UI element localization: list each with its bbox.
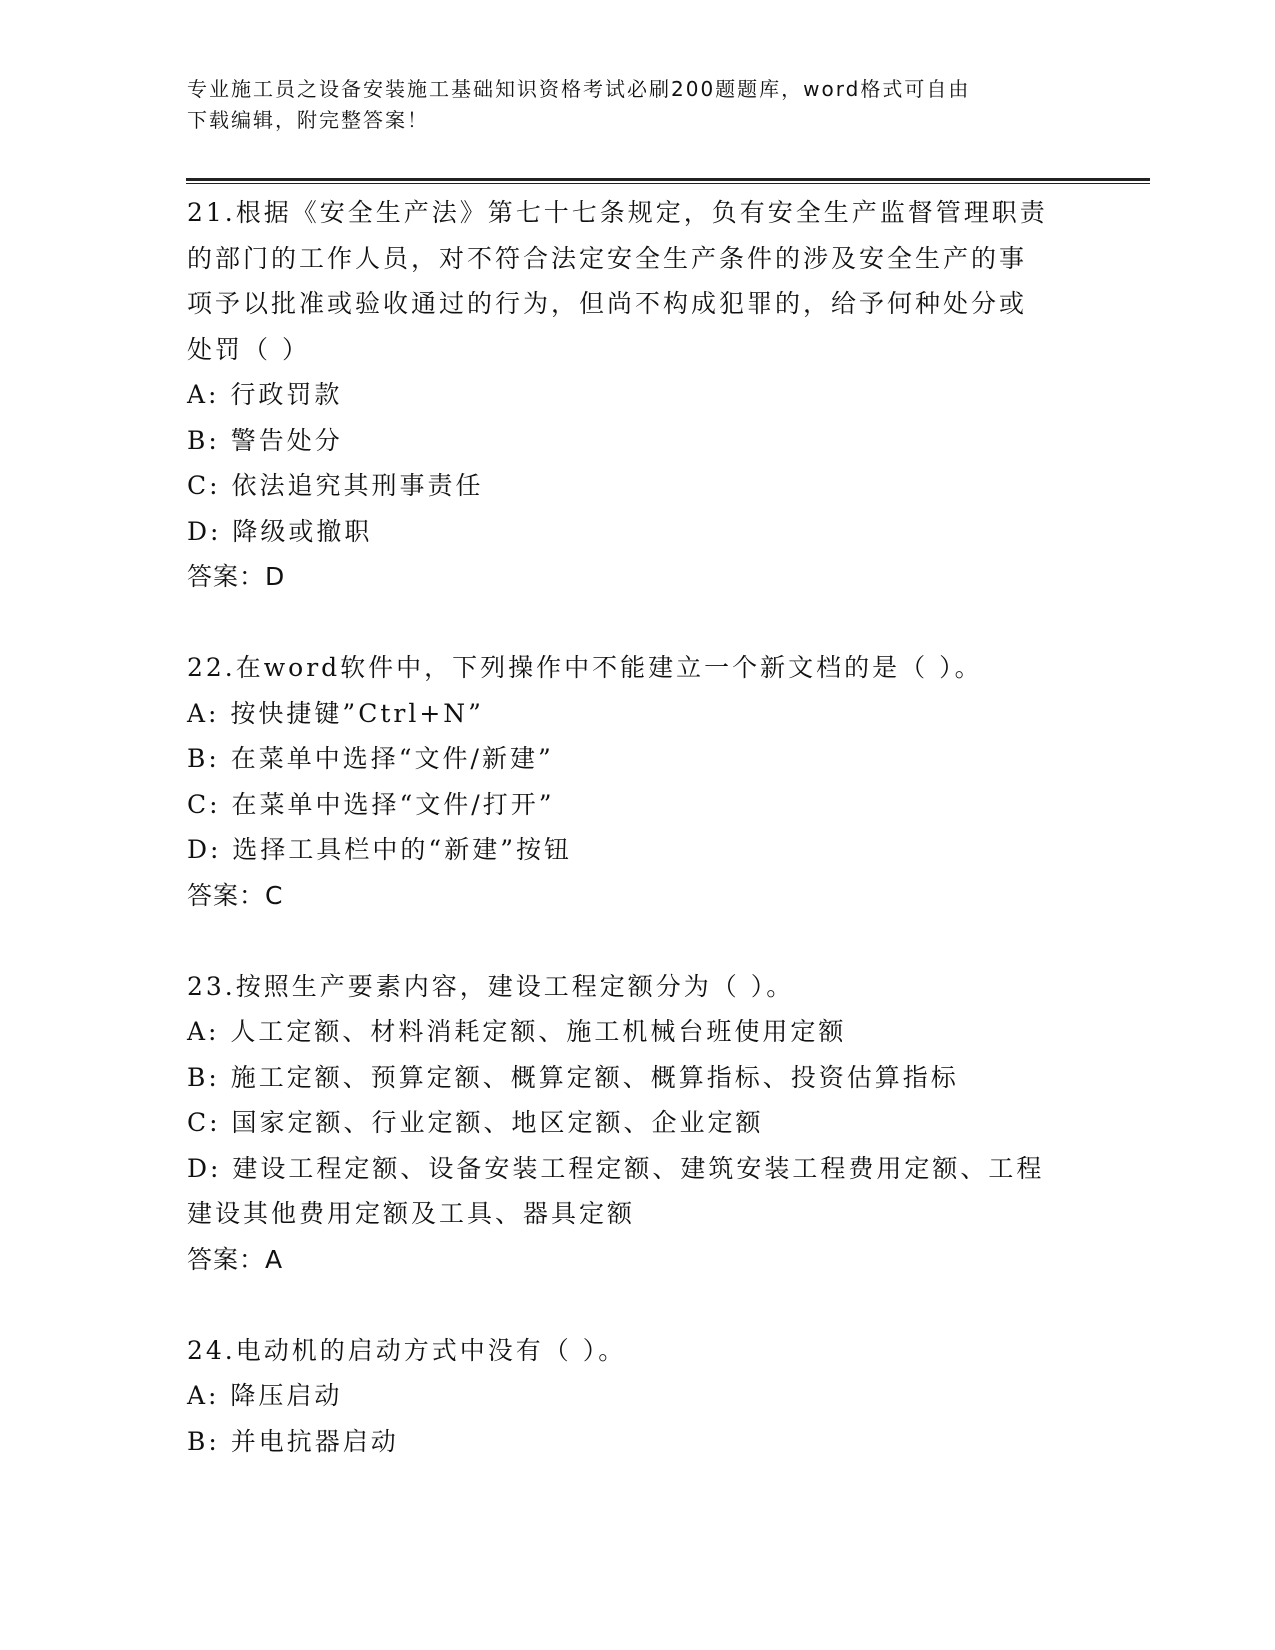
header-line: 专业施工员之设备安装施工基础知识资格考试必刷200题题库，word格式可自由: [187, 77, 971, 101]
option-b: B: 施工定额、预算定额、概算定额、概算指标、投资估算指标: [187, 1062, 959, 1092]
question-stem-line: 项予以批准或验收通过的行为，但尚不构成犯罪的，给予何种处分或: [187, 289, 1028, 318]
question-stem-line: 23.按照生产要素内容，建设工程定额分为（ ）。: [187, 971, 795, 1001]
option-c: C: 在菜单中选择“文件/打开”: [187, 789, 555, 819]
question-22: [187, 645, 1087, 918]
question-24: [187, 1328, 1087, 1465]
option-d: D: 选择工具栏中的“新建”按钮: [187, 835, 572, 864]
answer: 答案：D: [187, 562, 286, 591]
header-line: 下载编辑，附完整答案！: [187, 108, 429, 132]
question-21: [187, 190, 1087, 600]
answer: 答案：A: [187, 1244, 284, 1274]
question-stem-line: 处罚（ ）: [187, 334, 310, 364]
option-c: C: 依法追究其刑事责任: [187, 471, 484, 500]
document-header: [187, 74, 1067, 136]
option-a: A: 人工定额、材料消耗定额、施工机械台班使用定额: [187, 1017, 847, 1046]
answer: 答案：C: [187, 880, 284, 910]
question-stem-line: 的部门的工作人员，对不符合法定安全生产条件的涉及安全生产的事: [187, 243, 1028, 273]
option-b: B: 警告处分: [187, 425, 343, 455]
option-d-continued: 建设其他费用定额及工具、器具定额: [187, 1199, 636, 1228]
header-divider-thin: [186, 183, 1150, 184]
option-b: B: 并电抗器启动: [187, 1426, 399, 1456]
option-b: B: 在菜单中选择“文件/新建”: [187, 744, 554, 773]
question-list: [187, 190, 1087, 1510]
question-stem-line: 22.在word软件中，下列操作中不能建立一个新文档的是（ ）。: [187, 653, 983, 682]
question-stem-line: 24.电动机的启动方式中没有（ ）。: [187, 1335, 627, 1365]
question-23: [187, 964, 1087, 1283]
option-a: A: 按快捷键”Ctrl+N”: [187, 698, 484, 728]
option-c: C: 国家定额、行业定额、地区定额、企业定额: [187, 1108, 764, 1137]
option-a: A: 降压启动: [187, 1381, 343, 1410]
header-divider: [186, 178, 1150, 181]
option-a: A: 行政罚款: [187, 380, 343, 409]
question-stem-line: 21.根据《安全生产法》第七十七条规定，负有安全生产监督管理职责: [187, 198, 1048, 227]
option-d: D: 降级或撤职: [187, 516, 373, 546]
option-d: D: 建设工程定额、设备安装工程定额、建筑安装工程费用定额、工程: [187, 1153, 1045, 1183]
